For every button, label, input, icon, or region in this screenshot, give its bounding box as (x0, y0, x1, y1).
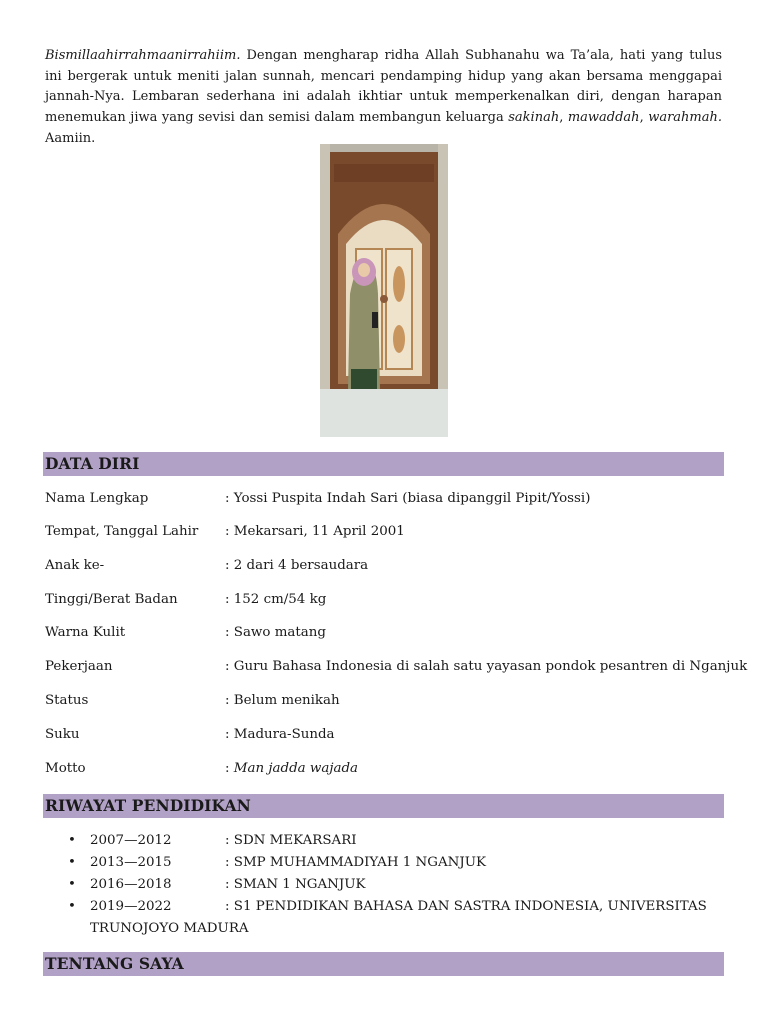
section-riwayat-pendidikan (43, 794, 724, 818)
education-school: : SMAN 1 NGANJUK (225, 877, 366, 892)
data-row-status (45, 691, 725, 711)
education-years: 2013—2015 (90, 855, 172, 870)
data-row-nama (45, 489, 725, 509)
data-row-anak (45, 556, 725, 576)
data-label: Warna Kulit (45, 625, 126, 640)
intro-mawaddah: mawaddah (567, 110, 640, 126)
section-title-tentang-saya: TENTANG SAYA (45, 954, 184, 973)
intro-basmalah: Bismillaahirrahmaanirrahiim. (45, 48, 241, 63)
education-years: 2016—2018 (90, 877, 172, 892)
data-value: : Sawo matang (225, 625, 326, 640)
data-label: Nama Lengkap (45, 491, 149, 506)
intro-aamiin: Aamiin. (45, 130, 96, 146)
intro-paragraph (45, 46, 722, 150)
data-value: : Yossi Puspita Indah Sari (biasa dipanggil Pipit/Yossi) (225, 491, 591, 506)
data-row-suku (45, 725, 725, 745)
intro-warahmah: warahmah. (648, 110, 723, 126)
motto-text: Man jadda wajada (233, 761, 359, 776)
section-data-diri (43, 452, 724, 476)
section-title-riwayat-pendidikan: RIWAYAT PENDIDIKAN (45, 796, 251, 815)
data-label: Tinggi/Berat Badan (45, 592, 178, 607)
data-label: Suku (45, 727, 80, 742)
data-row-ttl (45, 522, 725, 542)
section-title-data-diri: DATA DIRI (45, 454, 140, 473)
data-value: : 152 cm/54 kg (225, 592, 327, 607)
education-years: 2019—2022 (90, 899, 172, 914)
data-label: Tempat, Tanggal Lahir (45, 524, 199, 539)
bullet-icon: • (68, 877, 76, 892)
data-label: Motto (45, 761, 86, 776)
data-label: Pekerjaan (45, 659, 113, 674)
data-value: : Madura-Sunda (225, 727, 335, 742)
data-row-pekerjaan (45, 657, 748, 677)
education-school: : SDN MEKARSARI (225, 833, 357, 848)
data-label: Anak ke- (45, 558, 105, 573)
data-value: : Guru Bahasa Indonesia di salah satu yayasan pondok pesantren di Nganjuk (225, 659, 748, 674)
bullet-icon: • (68, 899, 76, 914)
profile-photo (320, 144, 448, 437)
education-years: 2007—2012 (90, 833, 172, 848)
bullet-icon: • (68, 833, 76, 848)
education-school: : SMP MUHAMMADIYAH 1 NGANJUK (225, 855, 487, 870)
data-value: : Belum menikah (225, 693, 340, 708)
bullet-icon: • (68, 855, 76, 870)
intro-sakinah: sakinah (508, 110, 560, 126)
motto-colon: : (225, 761, 234, 776)
data-row-warna-kulit (45, 623, 725, 643)
data-row-tinggi-berat (45, 590, 725, 610)
intro-comma: , (559, 110, 568, 126)
section-tentang-saya (43, 952, 724, 976)
data-row-motto (45, 759, 725, 779)
data-value: : 2 dari 4 bersaudara (225, 558, 369, 573)
data-value: : Mekarsari, 11 April 2001 (225, 524, 405, 539)
data-value (225, 759, 358, 779)
data-label: Status (45, 693, 89, 708)
education-school-continuation: TRUNOJOYO MADURA (90, 920, 249, 936)
intro-text: Dengan mengharap ridha Allah Subhanahu wa Ta’ala, hati yang tulus ini bergerak untuk meniti jalan sunnah, mencari pendamping hidup yang akan bersama menggapai jannah-Nya. Lembaran sederhana ini adalah ikhtiar untuk memperkenalkan diri, dengan harapan menemukan jiwa yang sevisi dan semisi dalam membangun keluarga (45, 48, 722, 126)
intro-comma: , (639, 110, 649, 126)
education-school: : S1 PENDIDIKAN BAHASA DAN SASTRA INDONESIA, UNIVERSITAS (225, 899, 707, 914)
